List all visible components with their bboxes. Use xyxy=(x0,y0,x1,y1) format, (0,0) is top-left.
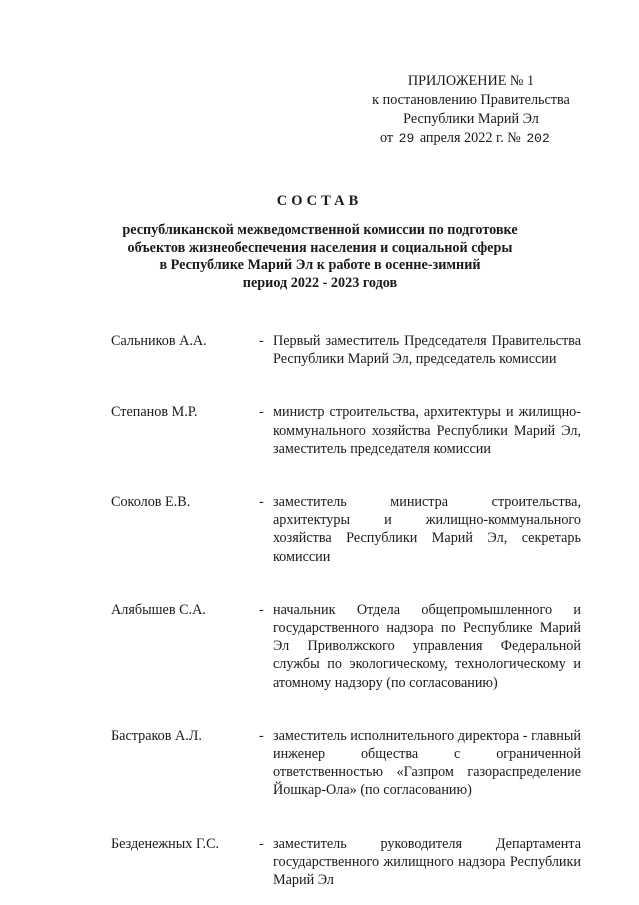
member-name: Сальников А.А. xyxy=(111,333,207,349)
member-entry xyxy=(111,493,581,566)
appendix-header xyxy=(340,72,602,148)
member-dash: - xyxy=(259,727,264,744)
member-entry xyxy=(111,727,581,800)
resolution-number: 202 xyxy=(526,131,550,146)
subtitle-line: период 2022 - 2023 годов xyxy=(242,274,398,291)
date-month-year: апреля 2022 г. № xyxy=(419,130,521,146)
appendix-republic-line: Республики Марий Эл xyxy=(403,111,539,127)
appendix-resolution-line: к постановлению Правительства xyxy=(372,92,570,108)
date-day: 29 xyxy=(398,131,415,146)
member-role: Первый заместитель Председателя Правительства Республики Марий Эл, председатель комиссии xyxy=(273,333,581,368)
member-dash: - xyxy=(259,333,264,349)
appendix-date-line xyxy=(340,129,602,148)
member-entry xyxy=(111,332,581,368)
appendix-title: ПРИЛОЖЕНИЕ № 1 xyxy=(407,73,535,89)
member-role: заместитель руководителя Департамента государственного жилищного надзора Республики Марий Эл xyxy=(273,835,581,889)
date-prefix: от xyxy=(380,130,394,146)
member-name: Бастраков А.Л. xyxy=(111,727,202,744)
document-subtitle xyxy=(110,222,530,292)
member-role: министр строительства, архитектуры и жилищно-коммунального хозяйства Республики Марий Эл, заместитель председателя комиссии xyxy=(273,404,581,457)
member-entry xyxy=(111,835,581,890)
subtitle-line: объектов жизнеобеспечения населения и социальной сферы xyxy=(127,239,513,256)
document-title: СОСТАВ xyxy=(276,193,363,209)
member-dash: - xyxy=(259,601,264,618)
member-name: Безденежных Г.С. xyxy=(111,835,220,852)
member-dash: - xyxy=(259,835,264,852)
subtitle-line: в Республике Марий Эл к работе в осенне-зимний xyxy=(159,257,481,273)
member-role: начальник Отдела общепромышленного и государственного надзора по Республике Марий Эл Приволжского управления Федеральной службы по экологическому, технологическому и атомному надзору (по согласованию) xyxy=(273,601,581,691)
member-role: заместитель исполнительного директора - главный инженер общества с ограниченной ответственностью «Газпром газораспределение Йошкар-Ола» (по согласованию) xyxy=(273,727,581,799)
member-dash: - xyxy=(259,404,264,421)
members-list xyxy=(111,332,581,889)
member-name: Степанов М.Р. xyxy=(111,404,198,421)
member-role: заместитель министра строительства, архитектуры и жилищно-коммунального хозяйства Республики Марий Эл, секретарь комиссии xyxy=(273,494,581,565)
subtitle-line: республиканской межведомственной комиссии по подготовке xyxy=(122,222,518,238)
member-entry xyxy=(111,403,581,458)
member-name: Соколов Е.В. xyxy=(111,494,191,511)
member-name: Алябышев С.А. xyxy=(111,601,206,618)
member-entry xyxy=(111,601,581,692)
member-dash: - xyxy=(259,494,264,511)
